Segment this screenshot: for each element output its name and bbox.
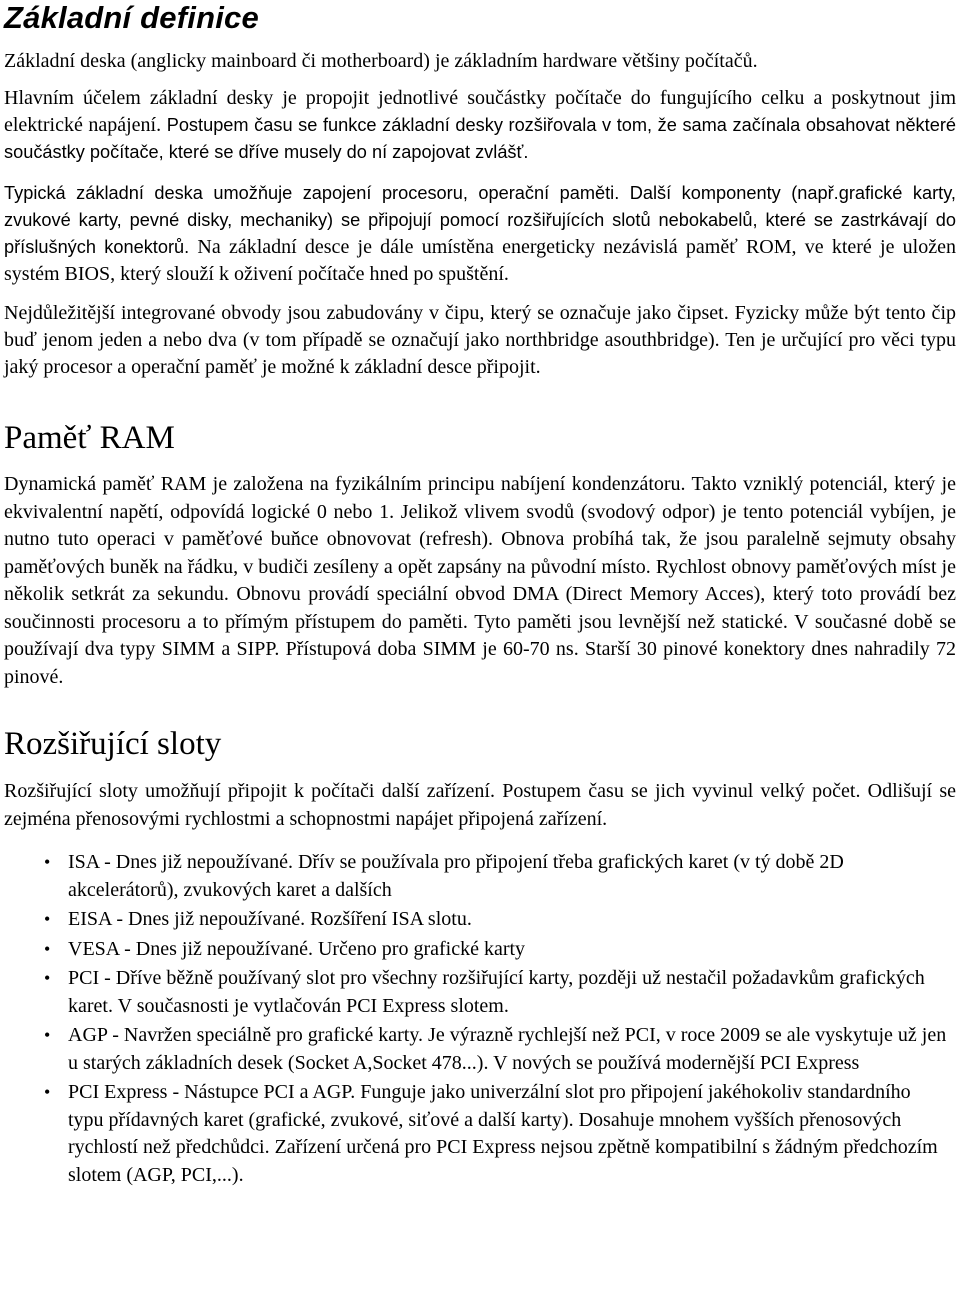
bullet-icon: • (44, 852, 51, 872)
paragraph-slots-intro: Rozšiřující sloty umožňují připojit k počítači další zařízení. Postupem času se jich vyvinul velký počet. Odlišují se zejména přenosovými rychlostmi a schopnostmi napájet připojená zařízení. (4, 780, 956, 830)
paragraph-purpose (4, 85, 956, 166)
list-item-text: PCI - Dříve běžně používaný slot pro všechny rozšiřující karty, později už nestačil požadavkům grafických karet. V současnosti je vytlačován PCI Express slotem. (68, 967, 925, 1017)
paragraph-definition: Základní deska (anglicky mainboard či motherboard) je základním hardware většiny počítačů. (4, 50, 758, 72)
heading-pamet-ram: Paměť RAM (4, 420, 175, 456)
paragraph-typical-board (4, 180, 956, 288)
paragraph-purpose-sans: Postupem času se funkce základní desky rozšiřovala v tom, že sama začínala obsahovat některé součástky počítače, které se dříve musely do ní zapojovat zvlášť. (4, 115, 956, 162)
bullet-icon: • (44, 1082, 51, 1102)
paragraph-typical-board-serif: Na základní desce je dále umístěna energeticky nezávislá paměť ROM, ve které je uložen systém BIOS, který slouží k oživení počítače hned po spuštění. (4, 236, 956, 285)
list-item-text: ISA - Dnes již nepoužívané. Dřív se používala pro připojení třeba grafických karet (v tý době 2D akcelerátorů), zvukových karet a dalších (68, 851, 844, 901)
list-item-eisa (4, 906, 956, 934)
list-item-text: EISA - Dnes již nepoužívané. Rozšíření ISA slotu. (68, 908, 472, 930)
bullet-icon: • (44, 1025, 51, 1045)
paragraph-chipset: Nejdůležitější integrované obvody jsou zabudovány v čipu, který se označuje jako čipset. Fyzicky může být tento čip buď jenom jeden a nebo dva (v tom případě se označují jako northbridge asouthbridge). Ten je určující pro věci typu jaký procesor a operační paměť je možné k základní desce připojit. (4, 302, 956, 378)
paragraph-purpose-serif: Hlavním účelem základní desky je propojit jednotlivé součástky počítače do fungujícího celku a poskytnout jim elektrické napájení. (4, 87, 956, 136)
list-item-pci (4, 965, 956, 1020)
list-item-agp (4, 1022, 956, 1077)
heading-zakladni-definice: Základní definice (4, 0, 259, 35)
bullet-icon: • (44, 909, 51, 929)
list-item-isa (4, 849, 956, 904)
heading-rozsirujici-sloty: Rozšiřující sloty (4, 726, 222, 762)
slot-list (4, 849, 956, 1189)
list-item-vesa (4, 936, 956, 964)
list-item-pci-express (4, 1079, 956, 1189)
bullet-icon: • (44, 968, 51, 988)
document-page (4, 0, 956, 1189)
bullet-icon: • (44, 938, 51, 959)
list-item-text: PCI Express - Nástupce PCI a AGP. Funguje jako univerzální slot pro připojení jakéhokoliv standardního typu přídavných karet (grafické, zvukové, siťové a další karty). Dosahuje mnohem vyšších přenosových rychlostí než předchůdci. Zařízení určená pro PCI Express nejsou zpětně kompatibilní s žádným předchozím slotem (AGP, PCI,...). (68, 1081, 938, 1186)
paragraph-ram: Dynamická paměť RAM je založena na fyzikálním principu nabíjení kondenzátoru. Takto vzniklý potenciál, který je ekvivalentní napětí, odpovídá logické 0 nebo 1. Jelikož vlivem svodů (svodový odpor) je tento potenciál vybíjen, je nutno tuto operaci v paměťové buňce obnovovat (refresh). Obnova probíhá tak, že jsou paralelně sejmuty obsahy paměťových buněk na řádku, v budiči zesíleny a opět zapsány na původní místo. Rychlost obnovy paměťových míst je několik setkrát za sekundu. Obnovu provádí speciální obvod DMA (Direct Memory Acces), který toto provádí bez součinnosti procesoru a to přímým přístupem do paměti. Tyto paměti jsou levnější než statické. V současné době se používají dva typy SIMM a SIPP. Přístupová doba SIMM je 60-70 ns. Starší 30 pinové konektory dnes nahradily 72 pinové. (4, 473, 956, 688)
list-item-text: AGP - Navržen speciálně pro grafické karty. Je výrazně rychlejší než PCI, v roce 2009 se ale vyskytuje už jen u starých základních desek (Socket A,Socket 478...). V nových se používá modernější PCI Express (68, 1024, 947, 1074)
list-item-text: VESA - Dnes již nepoužívané. Určeno pro grafické karty (68, 937, 526, 960)
paragraph-typical-board-sans: Typická základní deska umožňuje zapojení procesoru, operační paměti. Další komponenty (např.grafické karty, zvukové karty, pevné disky, mechaniky) se připojují pomocí rozšiřujících slotů nebokabelů, které se zastrkávají do příslušných konektorů. (4, 183, 956, 257)
